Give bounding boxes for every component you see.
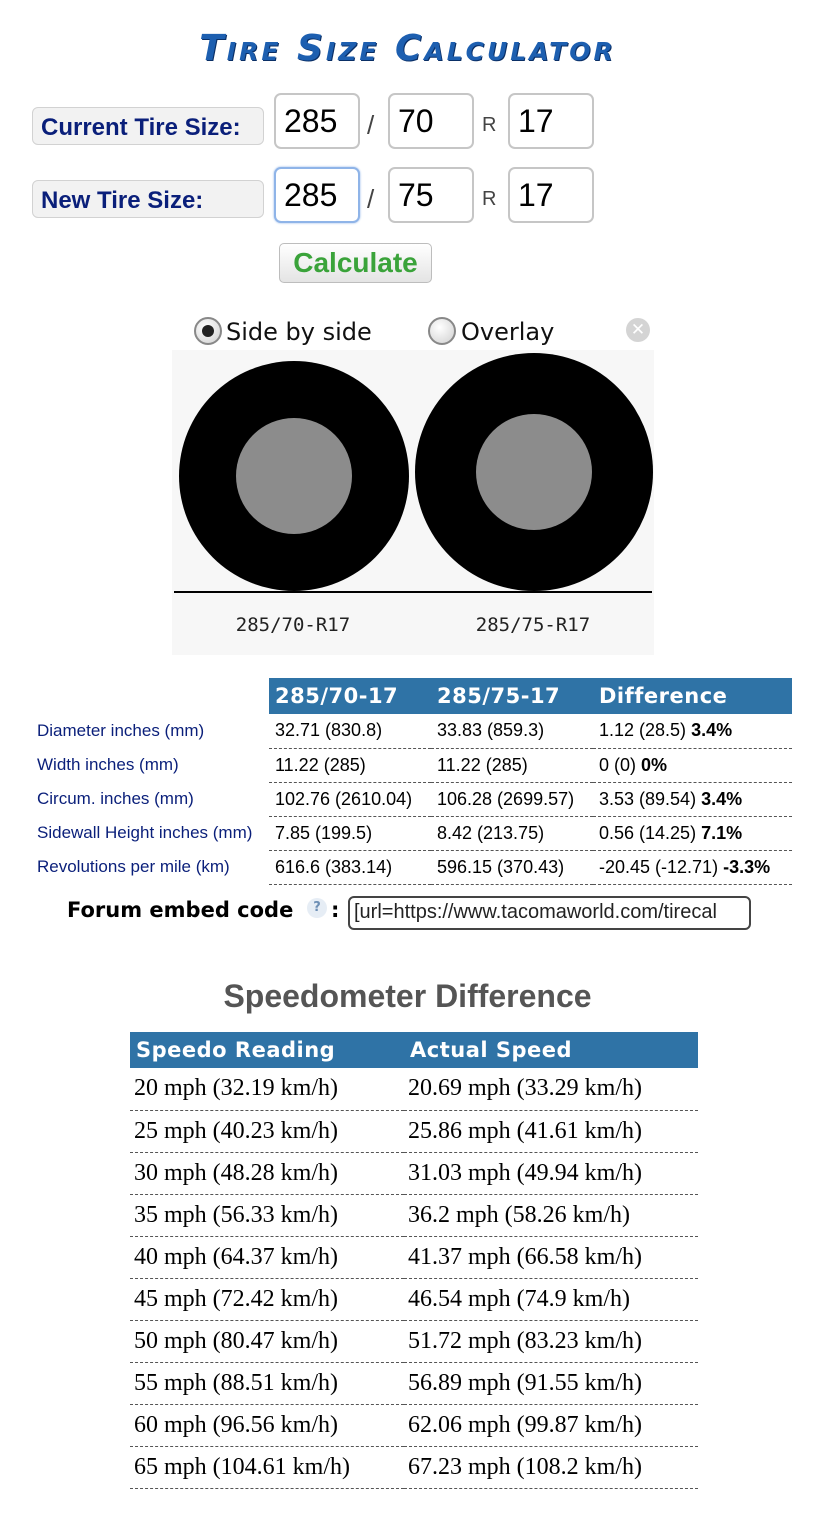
- new-tire-rim: [476, 414, 592, 530]
- header-difference: Difference: [593, 678, 792, 714]
- current-value: 32.71 (830.8): [269, 714, 431, 748]
- current-value: 7.85 (199.5): [269, 816, 431, 850]
- forum-embed-code-input[interactable]: [url=https://www.tacomaworld.com/tirecal: [348, 896, 751, 930]
- speedo-reading: 60 mph (96.56 km/h): [130, 1404, 404, 1446]
- actual-speed: 62.06 mph (99.87 km/h): [404, 1404, 698, 1446]
- help-icon[interactable]: ?: [307, 898, 327, 918]
- current-aspect-input[interactable]: 70: [388, 93, 474, 149]
- actual-speed: 20.69 mph (33.29 km/h): [404, 1068, 698, 1110]
- new-value: 33.83 (859.3): [431, 714, 593, 748]
- current-tire-rim: [236, 418, 352, 534]
- actual-speed: 36.2 mph (58.26 km/h): [404, 1194, 698, 1236]
- table-row: [130, 1278, 698, 1320]
- current-width-input[interactable]: 285: [274, 93, 360, 149]
- new-rim-input[interactable]: 17: [508, 167, 594, 223]
- current-tire-size-label: Current Tire Size:: [32, 107, 264, 145]
- row-label: Width inches (mm): [37, 755, 179, 774]
- overlay-label[interactable]: Overlay: [461, 318, 555, 346]
- table-row: [33, 816, 792, 850]
- new-tire-size-label: New Tire Size:: [32, 180, 264, 218]
- table-row: [130, 1320, 698, 1362]
- actual-speed: 67.23 mph (108.2 km/h): [404, 1446, 698, 1488]
- new-value: 8.42 (213.75): [431, 816, 593, 850]
- table-row: [33, 782, 792, 816]
- speedo-reading: 35 mph (56.33 km/h): [130, 1194, 404, 1236]
- side-by-side-label[interactable]: Side by side: [226, 318, 372, 346]
- speedometer-table: [130, 1032, 698, 1489]
- difference-value: 1.12 (28.5) 3.4%: [593, 714, 792, 748]
- table-row: [130, 1362, 698, 1404]
- row-label: Revolutions per mile (km): [37, 857, 230, 876]
- table-row: [33, 714, 792, 748]
- new-value: 106.28 (2699.57): [431, 782, 593, 816]
- r-separator: R: [482, 114, 497, 136]
- table-row: [130, 1446, 698, 1488]
- header-blank: [33, 678, 269, 714]
- difference-percent: 7.1%: [701, 822, 743, 843]
- tire-comparison-figure: [172, 350, 654, 655]
- new-value: 11.22 (285): [431, 748, 593, 782]
- actual-speed: 41.37 mph (66.58 km/h): [404, 1236, 698, 1278]
- difference-value: 0 (0) 0%: [593, 748, 792, 782]
- table-row: [33, 748, 792, 782]
- side-by-side-radio[interactable]: [194, 317, 222, 345]
- new-tire-caption: 285/75-R17: [475, 614, 591, 636]
- table-row: [33, 850, 792, 884]
- actual-speed: 25.86 mph (41.61 km/h): [404, 1110, 698, 1152]
- difference-percent: 0%: [641, 754, 668, 775]
- speedo-reading: 20 mph (32.19 km/h): [130, 1068, 404, 1110]
- forum-embed-label: Forum embed code: [67, 898, 294, 922]
- speedo-reading: 50 mph (80.47 km/h): [130, 1320, 404, 1362]
- speedo-reading: 30 mph (48.28 km/h): [130, 1152, 404, 1194]
- row-label: Sidewall Height inches (mm): [37, 823, 253, 842]
- current-value: 11.22 (285): [269, 748, 431, 782]
- actual-speed: 46.54 mph (74.9 km/h): [404, 1278, 698, 1320]
- speedo-reading: 45 mph (72.42 km/h): [130, 1278, 404, 1320]
- new-value: 596.15 (370.43): [431, 850, 593, 884]
- current-value: 616.6 (383.14): [269, 850, 431, 884]
- overlay-radio[interactable]: [428, 317, 456, 345]
- table-row: [130, 1404, 698, 1446]
- new-aspect-input[interactable]: 75: [388, 167, 474, 223]
- speedo-reading: 40 mph (64.37 km/h): [130, 1236, 404, 1278]
- slash-separator: /: [367, 110, 375, 140]
- difference-value: 3.53 (89.54) 3.4%: [593, 782, 792, 816]
- table-row: [130, 1236, 698, 1278]
- difference-percent: -3.3%: [723, 856, 771, 877]
- table-row: [130, 1152, 698, 1194]
- difference-value: -20.45 (-12.71) -3.3%: [593, 850, 792, 884]
- current-value: 102.76 (2610.04): [269, 782, 431, 816]
- table-row: [130, 1194, 698, 1236]
- slash-separator: /: [367, 184, 375, 214]
- header-actual-speed: Actual Speed: [404, 1032, 698, 1068]
- difference-percent: 3.4%: [691, 720, 733, 741]
- calculate-button[interactable]: Calculate: [279, 243, 432, 283]
- current-tire-caption: 285/70-R17: [235, 614, 351, 636]
- comparison-table: [33, 678, 792, 885]
- speedo-reading: 55 mph (88.51 km/h): [130, 1362, 404, 1404]
- actual-speed: 51.72 mph (83.23 km/h): [404, 1320, 698, 1362]
- speedo-reading: 65 mph (104.61 km/h): [130, 1446, 404, 1488]
- speedometer-title: Speedometer Difference: [223, 978, 592, 1014]
- header-new: 285/75-17: [431, 678, 593, 714]
- difference-percent: 3.4%: [701, 788, 743, 809]
- comparison-header-row: [33, 678, 792, 714]
- table-row: [130, 1068, 698, 1110]
- actual-speed: 31.03 mph (49.94 km/h): [404, 1152, 698, 1194]
- actual-speed: 56.89 mph (91.55 km/h): [404, 1362, 698, 1404]
- r-separator: R: [482, 188, 497, 210]
- header-current: 285/70-17: [269, 678, 431, 714]
- table-row: [130, 1110, 698, 1152]
- embed-colon: :: [331, 898, 340, 922]
- row-label: Diameter inches (mm): [37, 721, 205, 740]
- current-rim-input[interactable]: 17: [508, 93, 594, 149]
- difference-value: 0.56 (14.25) 7.1%: [593, 816, 792, 850]
- close-icon[interactable]: ✕: [626, 318, 650, 342]
- header-speedo-reading: Speedo Reading: [130, 1032, 404, 1068]
- new-width-input[interactable]: 285: [274, 167, 360, 223]
- speedo-header-row: [130, 1032, 698, 1068]
- page-title: Tire Size Calculator: [199, 28, 616, 69]
- row-label: Circum. inches (mm): [37, 789, 194, 808]
- speedo-reading: 25 mph (40.23 km/h): [130, 1110, 404, 1152]
